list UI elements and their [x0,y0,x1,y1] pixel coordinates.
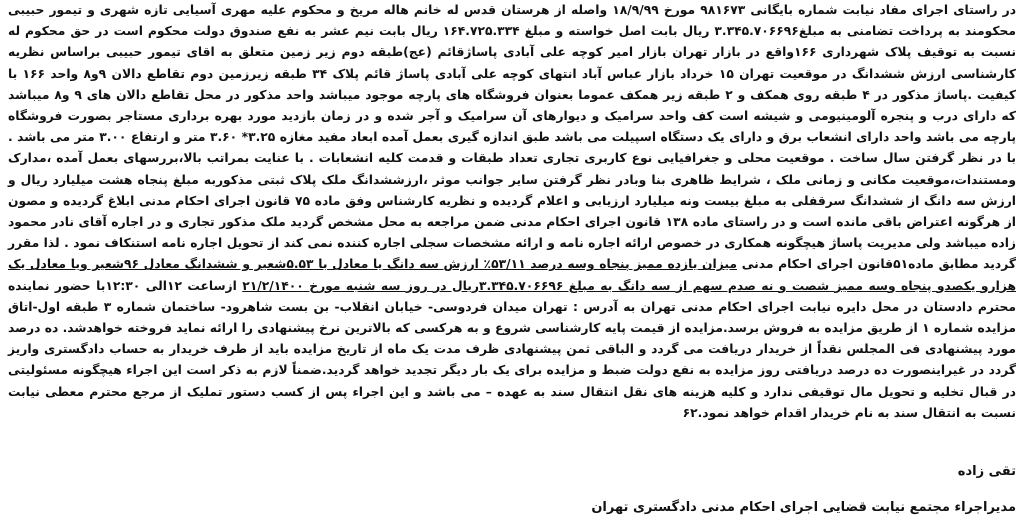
notice-body [8,0,1016,424]
notice-text-part-1: در راستای اجرای مفاد نیابت شماره بایگانی ۹۸۱۶۷۳ مورخ ۱۸/۹/۹۹ واصله از هرستان قدس له خانم هاله مریخ و محکوم علیه مهری آسیایی تازه شهری و تیمور حبیبی محکومند به پرداخت تضامنی به مبلغ۳.۳۴۵.۷۰۶۶۹۶ ریال بابت اصل خواسته و مبلغ ۱۶۴.۷۲۵.۳۳۴ ریال بابت نیم عشر به نفع صندوق دولت محکوم است در حق محکوم له نسبت به توقیف پلاک شهرداری ۱۶۶واقع در بازار تهران بازار امیر کوچه علی آبادی پاساژقائم (عج)طبقه دوم زیر زمین متعلق به اقای تیمور حبیبی براساس نظریه کارشناسی ارزش ششدانگ در موقعیت تهران ۱۵ خرداد بازار عباس آباد انتهای کوچه علی آبادی پاساژ قائم پلاک ۳۴ طبقه زیرزمین دوم تقاطع دالان ۹و۸ واحد ۱۶۶ با کیفیت .پاساژ مذکور در ۴ طبقه روی همکف و ۲ طبقه زیر همکف عموما بعنوان فروشگاه های پارچه موجود میباشد واحد مذکور در محل تقاطع دالان های ۹ و۸ میباشد که دارای درب و پنجره آلومینیومی و شیشه است کف واحد سرامیک و دیوارهای آن سرامیک و آجر شده و در زمان بازدید مورد بهره برداری مستاجر بصورت فروشگاه پارچه می باشد واحد دارای انشعاب برق و دارای یک دستگاه اسپیلت می باشد طبق اندازه گیری بعمل آمده ابعاد مفید مغازه ۳.۲۵* ۳.۶۰ متر و ارتفاع ۳.۰۰ متر می باشد . با در نظر گرفتن سال ساخت . موقعیت محلی و جغرافیایی نوع کاربری تجاری تعداد طبقات و قدمت کلیه انشعابات . با عنایت بمراتب بالا،بررسهای بعمل آمده ،مدارک ومستندات،موقعیت مکانی و زمانی ملک ، شرایط ظاهری بنا وبادر نظر گرفتن سایر جوانب موثر ،ارزششدانگ ملک پلاک ثبتی مذکوربه مبلغ پنجاه هشت میلیارد ریال و ارزش سه دانگ از ششدانگ سرقفلی به مبلغ بیست ونه میلیارد ارزیابی و اعلام گردیده و نظریه کارشناس وفق ماده ۷۵ قانون اجرای احکام مدنی ابلاغ گردیده و مصون از هرگونه اعتراض باقی مانده است و در راستای ماده ۱۳۸ قانون اجرای احکام مدنی ضمن مراجعه به محل مشخص گردید ملک مذکور تجاری و در اجاره آقای نادر محمود زاده میباشد ولی مدیریت پاساژ هیچگونه همکاری در خصوص ارائه اجاره نامه و ارائه مشخصات سجلی اجاره کننده نمی کند از تحویل اجاره نامه استنکاف نمود . لذا مقرر گردید مطابق ماده۵۱قانون اجرای احکام مدنی [8,3,1017,272]
signatory-position: مدیراجراء مجتمع نیابت قضایی اجرای احکام مدنی دادگستری تهران [591,500,1016,515]
signatory-name: تقی زاده [957,464,1016,479]
court-auction-notice [8,0,1016,527]
notice-text-part-3: ازساعت ۱۲الی ۱۲:۳۰با حضور نماینده محترم دادستان در محل دایره نیابت اجرای احکام مدنی تهران به آدرس : تهران میدان فردوسی- خیابان انقلاب- بن بست شاهرود- ساختمان شماره ۳ طبقه اول-اتاق مزایده شماره ۱ از طریق مزایده به فروش برسد.مزایده از قیمت پایه کارشناسی شروع و به هرکسی که بالاترین نرخ پیشنهادی را ارائه نماید فروخته خواهدشد. ده درصد مورد پیشنهادی فی المجلس نقداً از خریدار دریافت می گردد و الباقی ثمن پیشنهادی ظرف مدت یک ماه از تاریخ مزایده باید از طرف خریدار به حساب دادگستری واریز گردد در غیراینصورت ده درصد دریافتی روز مزایده به نفع دولت ضبط و مزایده برای یک بار دیگر تجدید خواهد گردید.ضمناً لازم به ذکر است این اجراء هیچگونه مسئولیتی در قبال تخلیه و تحویل مال توقیفی ندارد و کلیه هزینه های نقل انتقال سند به عهده – می باشد و این اجراء پس از کسب دستور تملیک از مرجع محترم معطی نیابت نسبت به انتقال سند به نام خریدار اقدام خواهد نمود.۶۲ [8,278,1016,420]
auction-share-and-date: میزان یازده ممیز پنجاه وسه درصد ۵۳/۱۱٪ ارزش سه دانگ یا معادل با ۵.۵۳شعیر و ششدانگ معادل ۹۶شعیر ویا معادل یک هزارو یکصدو پنجاه وسه ممیز شصت و نه صدم سهم از سه دانگ به مبلغ ۳.۳۴۵.۷۰۶۶۹۶ریال در روز سه شنبه مورخ ۲۱/۲/۱۴۰۰ [8,257,1017,293]
